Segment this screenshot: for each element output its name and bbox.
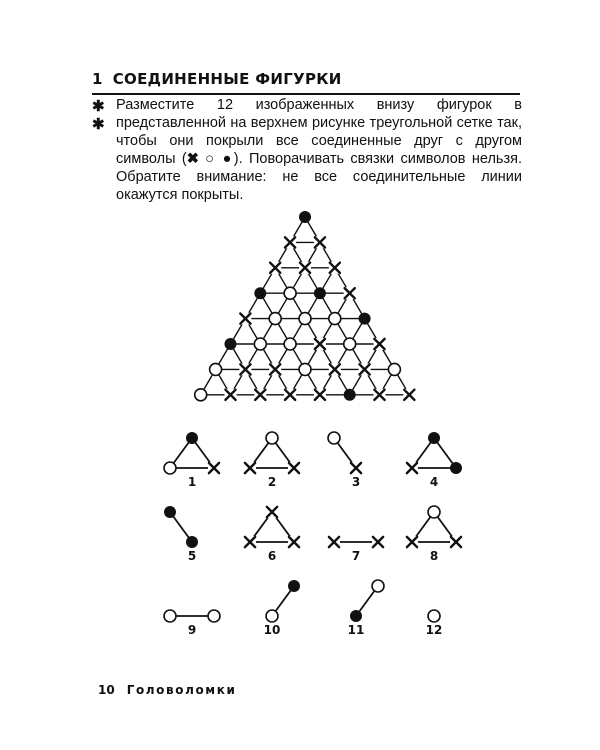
lattice-node-cross [344, 287, 356, 299]
lattice-node-hollow [284, 338, 296, 350]
piece-node-cross [350, 462, 362, 474]
section-number: 1 [92, 70, 103, 88]
piece-node-hollow [428, 506, 440, 518]
lattice-node-cross [403, 389, 415, 401]
lattice-node-hollow [284, 287, 296, 299]
piece-node-cross [208, 462, 220, 474]
lattice-node-filled [299, 211, 311, 223]
lattice-node-filled [314, 287, 326, 299]
lattice-node-cross [299, 262, 311, 274]
piece-node-filled [428, 432, 440, 444]
piece-node-cross [328, 536, 340, 548]
piece-label: 1 [187, 475, 197, 489]
piece-label: 5 [187, 549, 197, 563]
piece-node-hollow [328, 432, 340, 444]
piece-8 [406, 506, 462, 563]
lattice-node-hollow [210, 363, 222, 375]
lattice-node-hollow [388, 363, 400, 375]
lattice-node-hollow [299, 363, 311, 375]
piece-node-filled [186, 432, 198, 444]
piece-node-filled [288, 580, 300, 592]
asterisk-bullet-icon: ✱ [92, 116, 105, 133]
lattice-node-hollow [299, 313, 311, 325]
piece-node-hollow [372, 580, 384, 592]
piece-11 [348, 580, 384, 637]
lattice-node-cross [359, 363, 371, 375]
lattice-node-cross [329, 363, 341, 375]
lattice-nodes [195, 211, 416, 401]
piece-node-cross [372, 536, 384, 548]
piece-node-filled [350, 610, 362, 622]
section-title: СОЕДИНЕННЫЕ ФИГУРКИ [112, 70, 342, 88]
piece-node-cross [406, 536, 418, 548]
symbol-legend: ✖ ○ ● [186, 151, 234, 167]
page-footer [98, 683, 236, 697]
asterisk-bullet-icon: ✱ [92, 98, 105, 115]
piece-label: 7 [351, 549, 361, 563]
lattice-node-cross [269, 262, 281, 274]
lattice-node-cross [329, 262, 341, 274]
piece-node-filled [186, 536, 198, 548]
piece-label: 12 [425, 623, 443, 637]
piece-label: 8 [429, 549, 439, 563]
lattice-node-hollow [329, 313, 341, 325]
page-number: 10 [98, 683, 115, 697]
lattice-node-hollow [344, 338, 356, 350]
piece-12 [426, 610, 443, 637]
piece-label: 10 [263, 623, 281, 637]
lattice-node-cross [284, 236, 296, 248]
piece-node-hollow [164, 462, 176, 474]
lattice-node-cross [225, 389, 237, 401]
lattice-node-hollow [254, 338, 266, 350]
piece-10 [264, 580, 300, 637]
lattice-node-cross [254, 389, 266, 401]
piece-node-hollow [208, 610, 220, 622]
piece-node-cross [288, 462, 300, 474]
lattice-node-filled [254, 287, 266, 299]
instructions-text-after: ). Поворачивать связки символов нельзя. Обратите внимание: не все соединительные линии окажутся покрыты. [116, 151, 522, 203]
piece-label: 6 [267, 549, 277, 563]
piece-2 [244, 432, 300, 489]
piece-label: 11 [347, 623, 365, 637]
piece-label: 3 [351, 475, 361, 489]
piece-node-hollow [164, 610, 176, 622]
piece-node-hollow [428, 610, 440, 622]
piece-1 [164, 432, 220, 489]
lattice-node-hollow [269, 313, 281, 325]
lattice-node-filled [359, 313, 371, 325]
piece-node-hollow [266, 610, 278, 622]
lattice-node-cross [284, 389, 296, 401]
piece-node-cross [450, 536, 462, 548]
lattice-node-cross [374, 338, 386, 350]
lattice-node-cross [314, 338, 326, 350]
puzzle-pieces [164, 432, 462, 637]
piece-node-cross [406, 462, 418, 474]
piece-7 [328, 536, 384, 563]
lattice-node-cross [314, 236, 326, 248]
piece-node-filled [164, 506, 176, 518]
piece-4 [406, 432, 462, 489]
piece-node-filled [450, 462, 462, 474]
piece-label: 4 [429, 475, 439, 489]
piece-label: 2 [267, 475, 277, 489]
lattice-node-cross [314, 389, 326, 401]
piece-node-cross [266, 506, 278, 518]
piece-5 [164, 506, 198, 563]
piece-node-cross [244, 462, 256, 474]
lattice-node-cross [374, 389, 386, 401]
piece-6 [244, 506, 300, 563]
lattice-node-filled [344, 389, 356, 401]
piece-3 [328, 432, 362, 489]
piece-node-cross [244, 536, 256, 548]
lattice-node-cross [239, 363, 251, 375]
piece-9 [164, 610, 220, 637]
triangle-lattice [195, 211, 416, 401]
lattice-node-hollow [195, 389, 207, 401]
lattice-node-filled [225, 338, 237, 350]
lattice-node-cross [239, 313, 251, 325]
lattice-node-cross [269, 363, 281, 375]
piece-node-cross [288, 536, 300, 548]
piece-node-hollow [266, 432, 278, 444]
instructions-text-before: Разместите 12 изображенных внизу фигурок в представленной на верхнем рисунке треугольной сетке так, чтобы они покрыли все соединенные друг с другом символы ( [116, 97, 522, 167]
piece-label: 9 [187, 623, 197, 637]
footer-section-title: Головоломки [126, 683, 237, 697]
